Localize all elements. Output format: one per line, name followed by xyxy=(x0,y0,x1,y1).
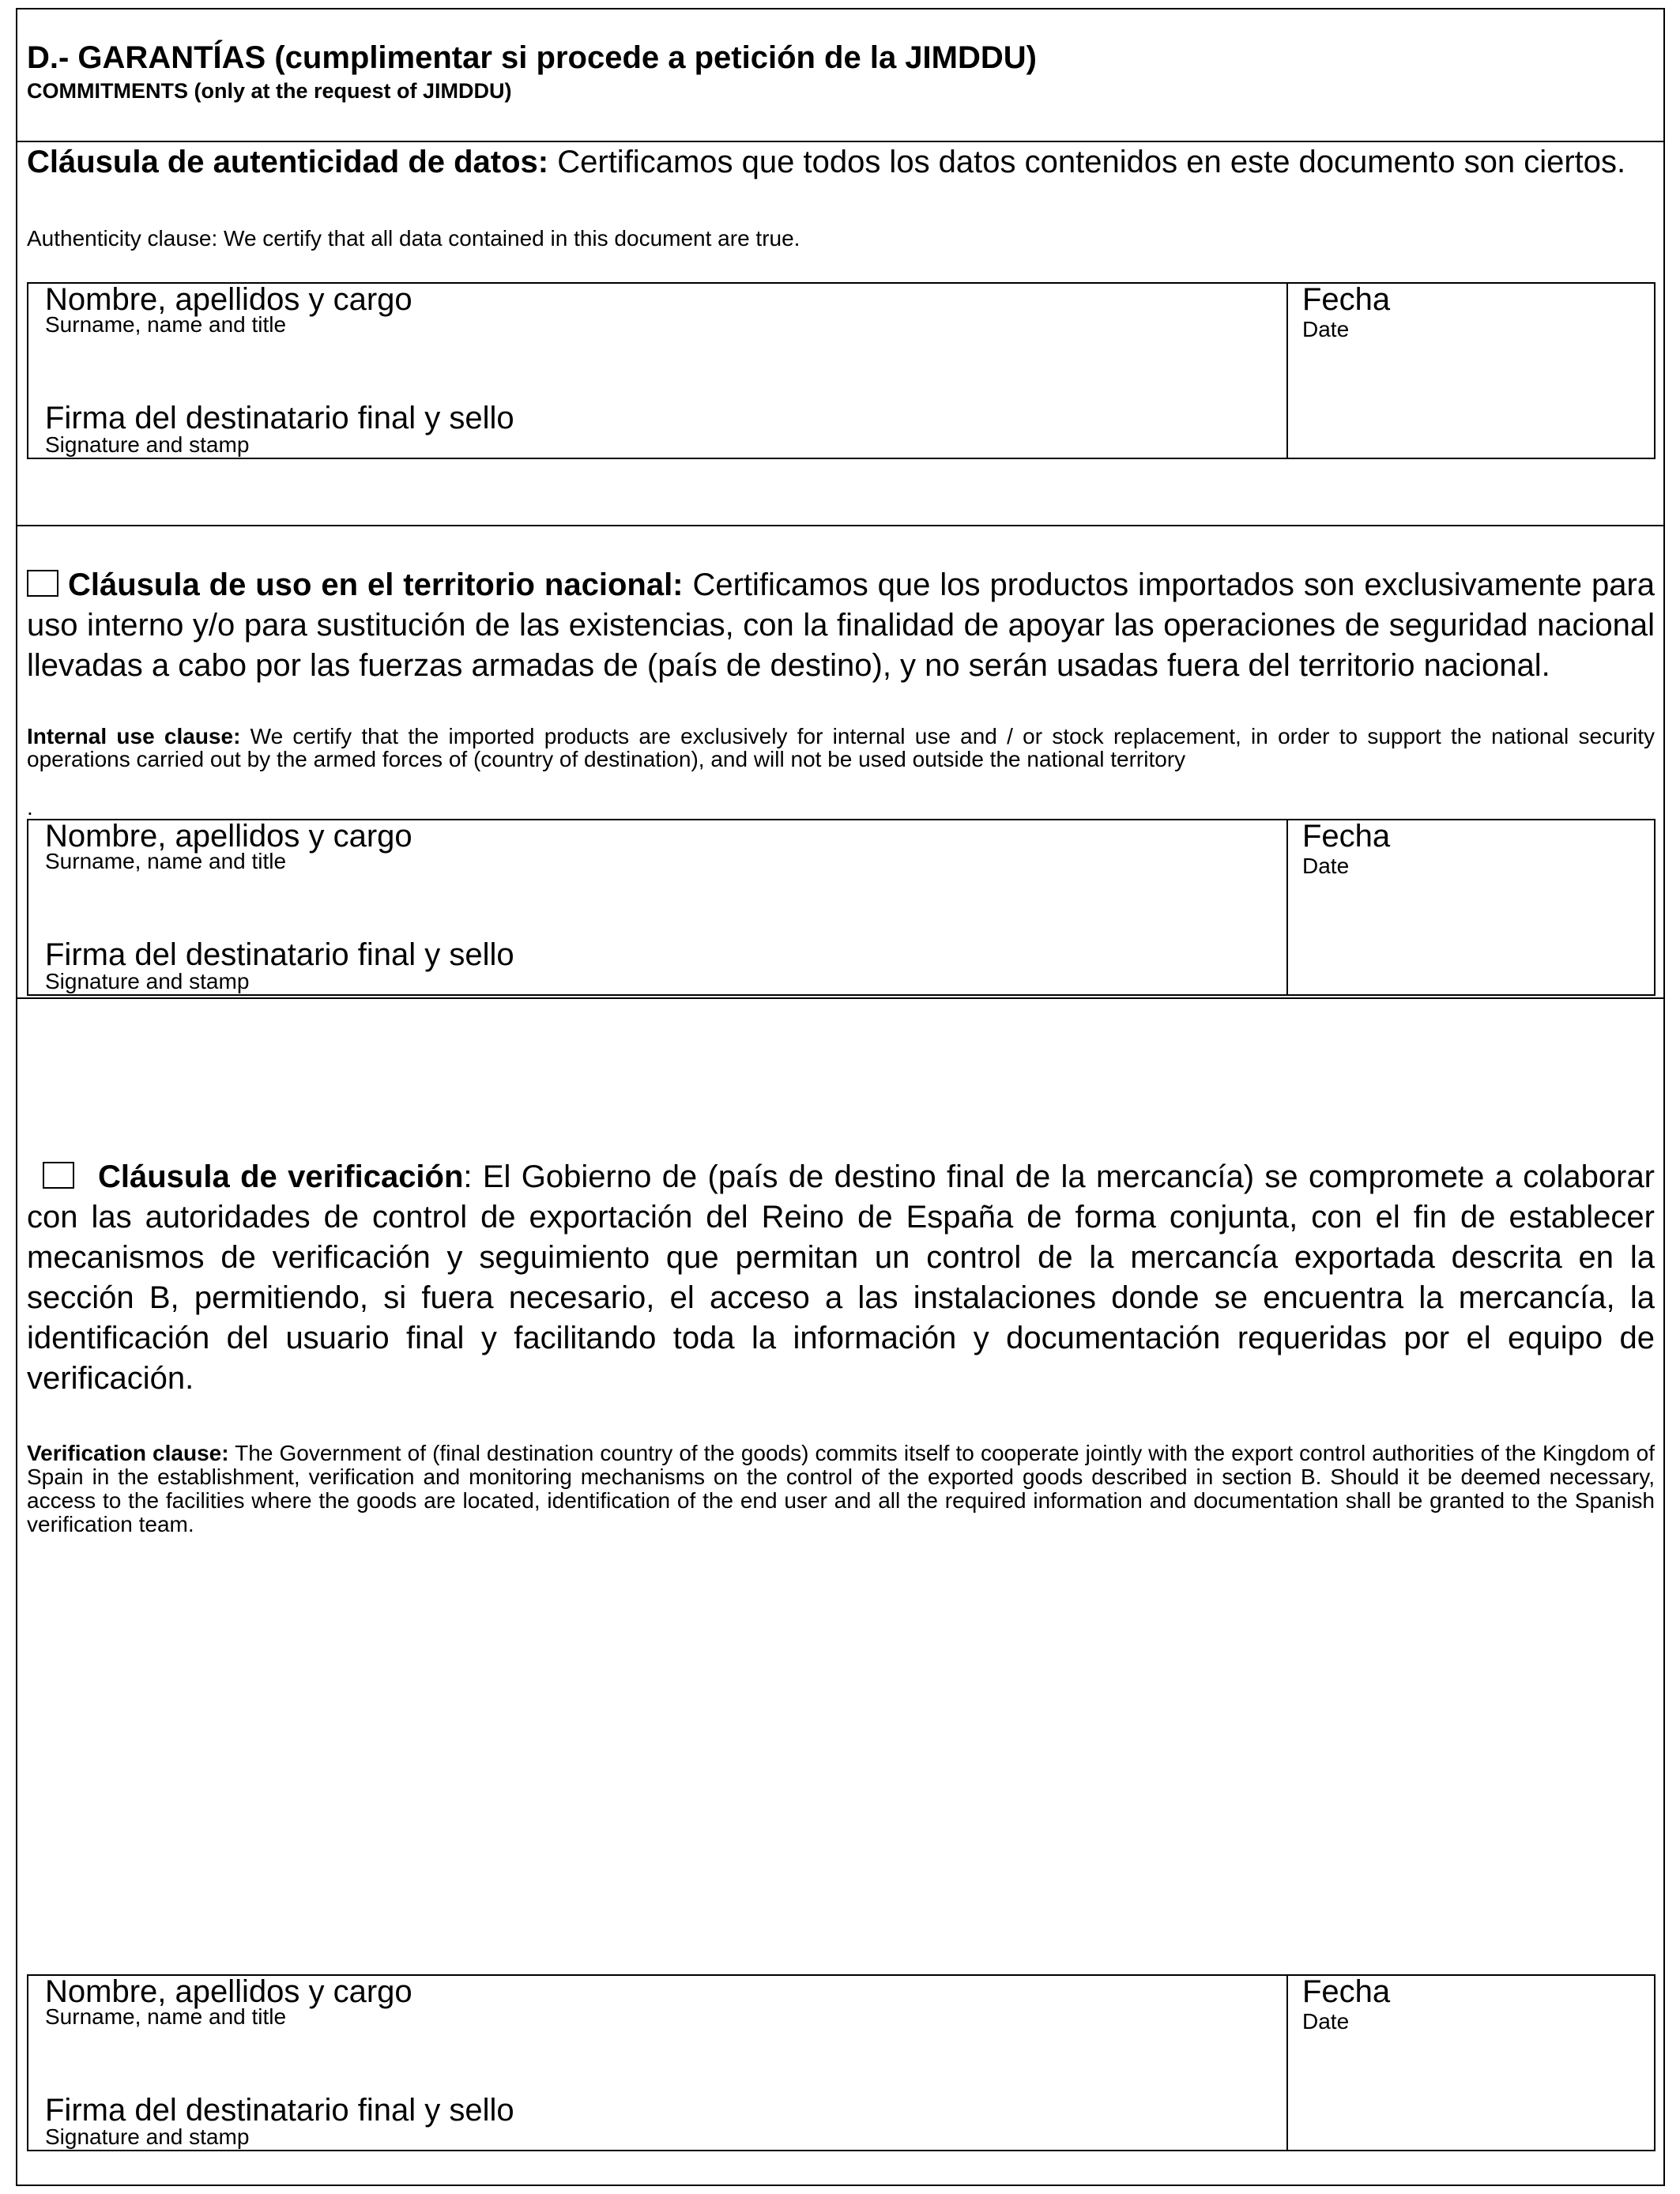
authenticity-clause-text xyxy=(27,142,1655,183)
verification-clause-text xyxy=(27,1157,1655,1399)
signature-stamp-label-en: Signature and stamp xyxy=(45,432,250,457)
signature-box-divider xyxy=(1286,1976,1288,2150)
date-label: Fecha xyxy=(1302,282,1391,317)
internal-use-clause-label: Cláusula de uso en el territorio nacional: xyxy=(68,567,684,602)
verification-checkbox[interactable] xyxy=(43,1162,74,1189)
section-title: D.- GARANTÍAS (cumplimentar si procede a petición de la JIMDDU) xyxy=(27,40,1037,75)
authenticity-clause-body: Certificamos que todos los datos contenidos en este documento son ciertos. xyxy=(548,145,1626,179)
internal-use-checkbox[interactable] xyxy=(27,570,58,597)
verification-clause-body: : El Gobierno de (país de destino final de la mercancía) se compromete a colaborar con las autoridades de control de exportación del Reino de España de forma conjunta, con el fin de establecer mecanismos de verificación y seguimiento que permitan un control de la mercancía exportada descrita en la sección B, permitiendo, si fuera necesario, el acceso a las instalaciones donde se encuentra la mercancía, la identificación del usuario final y facilitando toda la información y documentación requeridas por el equipo de verificación. xyxy=(27,1159,1656,1396)
authenticity-divider xyxy=(16,525,1665,526)
name-title-label-en: Surname, name and title xyxy=(45,849,287,873)
name-title-label: Nombre, apellidos y cargo xyxy=(45,1974,412,2009)
trailing-mark: . xyxy=(27,795,33,820)
signature-box-verification xyxy=(27,1974,1656,2151)
authenticity-clause-label: Cláusula de autenticidad de datos: xyxy=(27,145,549,179)
date-label-en: Date xyxy=(1302,2009,1350,2034)
signature-stamp-label: Firma del destinatario final y sello xyxy=(45,937,514,972)
date-label-en: Date xyxy=(1302,854,1350,878)
signature-box-divider xyxy=(1286,820,1288,994)
name-title-label-en: Surname, name and title xyxy=(45,2004,287,2029)
verification-clause-body-en: The Government of (final destination country of the goods) commits itself to cooperate jointly with the export control authorities of the Kingdom of Spain in the establishment, verification and monitoring mechanisms on the control of the exported goods described in section B. Should it be deemed necessary, access to the facilities where the goods are located, identification of the end user and all the required information and documentation shall be granted to the Spanish verification team. xyxy=(27,1441,1655,1536)
signature-stamp-label: Firma del destinatario final y sello xyxy=(45,2093,514,2128)
signature-box-internal-use xyxy=(27,819,1656,996)
name-title-label: Nombre, apellidos y cargo xyxy=(45,282,412,317)
signature-stamp-label: Firma del destinatario final y sello xyxy=(45,401,514,435)
signature-box-divider xyxy=(1286,284,1288,458)
internal-use-clause-body: Certificamos que los productos importados son exclusivamente para uso interno y/o para sustitución de las existencias, con la finalidad de apoyar las operaciones de seguridad nacional llevadas a cabo por las fuerzas armadas de (país de destino), y no serán usadas fuera del territorio nacional. xyxy=(27,567,1656,683)
internal-use-clause-english xyxy=(27,725,1655,771)
internal-use-divider xyxy=(16,997,1665,999)
verification-clause-label: Cláusula de verificación xyxy=(98,1159,464,1194)
verification-clause-english xyxy=(27,1442,1655,1536)
date-label: Fecha xyxy=(1302,1974,1391,2009)
name-title-label: Nombre, apellidos y cargo xyxy=(45,819,412,854)
name-title-label-en: Surname, name and title xyxy=(45,312,287,337)
signature-stamp-label-en: Signature and stamp xyxy=(45,969,250,993)
authenticity-clause-english: Authenticity clause: We certify that all data contained in this document are true. xyxy=(27,226,800,251)
date-label-en: Date xyxy=(1302,317,1350,341)
internal-use-clause-label-en: Internal use clause: xyxy=(27,724,241,748)
signature-box-authenticity xyxy=(27,282,1656,459)
verification-clause-label-en: Verification clause: xyxy=(27,1441,229,1465)
section-subtitle: COMMITMENTS (only at the request of JIMDDU) xyxy=(27,79,512,103)
date-label: Fecha xyxy=(1302,819,1391,854)
internal-use-clause-text xyxy=(27,565,1655,686)
signature-stamp-label-en: Signature and stamp xyxy=(45,2124,250,2149)
internal-use-clause-body-en: We certify that the imported products are exclusively for internal use and / or stock replacement, in order to support the national security operations carried out by the armed forces of (country of destination), and will not be used outside the national territory xyxy=(27,724,1655,771)
